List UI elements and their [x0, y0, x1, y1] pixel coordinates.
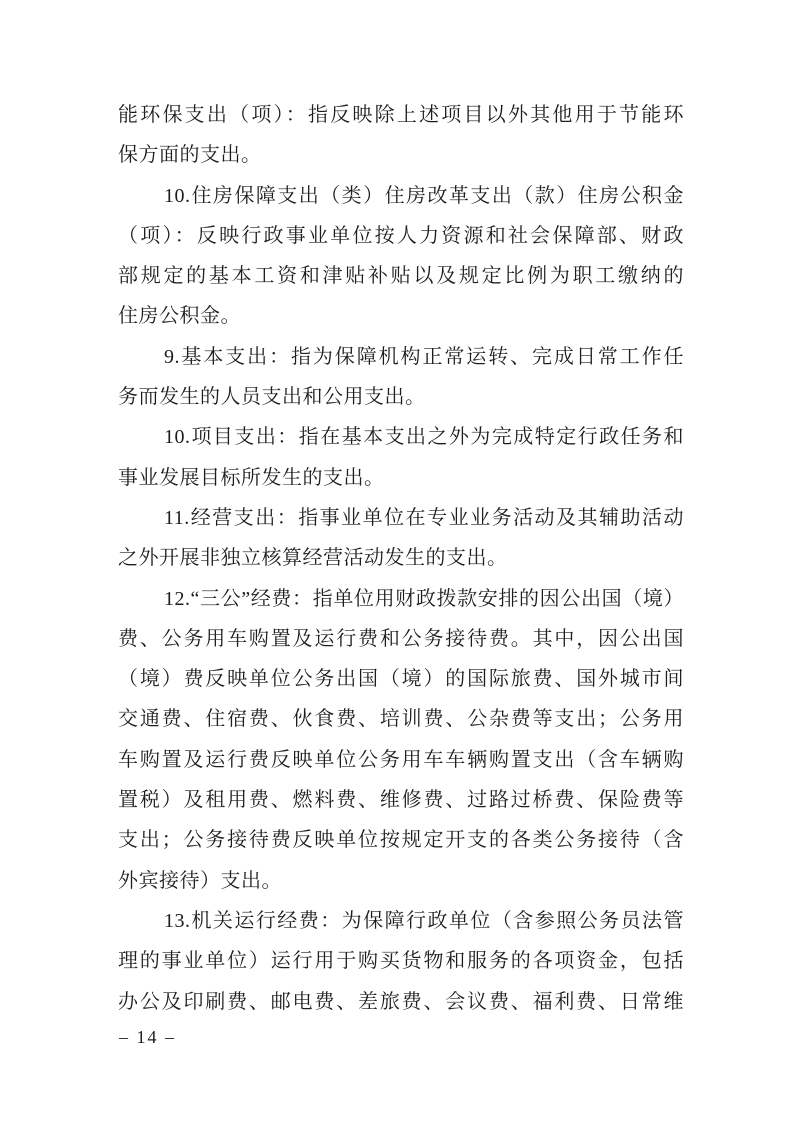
text-line: 10.住房保障支出（类）住房改革支出（款）住房公积金: [164, 184, 684, 207]
text-line: 12.“三公”经费：指单位用财政拨款安排的因公出国（境）: [164, 587, 684, 610]
text-line: （境）费反映单位公务出国（境）的国际旅费、国外城市间: [118, 668, 684, 691]
text-line: 外宾接待）支出。: [118, 869, 282, 892]
text-line: 车购置及运行费反映单位公务用车车辆购置支出（含车辆购: [118, 748, 684, 771]
text-line: 交通费、住宿费、伙食费、培训费、公杂费等支出；公务用: [118, 708, 684, 731]
text-line: 办公及印刷费、邮电费、差旅费、会议费、福利费、日常维: [118, 990, 684, 1013]
text-line: 10.项目支出：指在基本支出之外为完成特定行政任务和: [164, 426, 684, 449]
text-line: 事业发展目标所发生的支出。: [118, 466, 385, 489]
text-line: 理的事业单位）运行用于购买货物和服务的各项资金，包括: [118, 950, 684, 973]
text-line: 9.基本支出：指为保障机构正常运转、完成日常工作任: [164, 345, 684, 368]
text-line: 住房公积金。: [118, 305, 241, 328]
text-line: 13.机关运行经费：为保障行政单位（含参照公务员法管: [164, 909, 684, 932]
text-line: 务而发生的人员支出和公用支出。: [118, 386, 426, 409]
text-line: 置税）及租用费、燃料费、维修费、过路过桥费、保险费等: [118, 789, 684, 812]
text-line: 保方面的支出。: [118, 144, 262, 167]
text-line: 能环保支出（项）：指反映除上述项目以外其他用于节能环: [118, 104, 684, 126]
text-line: 11.经营支出：指事业单位在专业业务活动及其辅助活动: [164, 506, 684, 529]
page-number: – 14 –: [119, 1027, 176, 1047]
text-line: 费、公务用车购置及运行费和公务接待费。其中，因公出国: [118, 627, 684, 650]
text-line: 部规定的基本工资和津贴补贴以及规定比例为职工缴纳的: [118, 265, 684, 288]
body-text: [118, 95, 684, 1022]
text-line: 之外开展非独立核算经营活动发生的支出。: [118, 547, 508, 570]
text-line: （项）：反映行政事业单位按人力资源和社会保障部、财政: [118, 224, 684, 247]
text-line: 支出；公务接待费反映单位按规定开支的各类公务接待（含: [118, 829, 684, 852]
